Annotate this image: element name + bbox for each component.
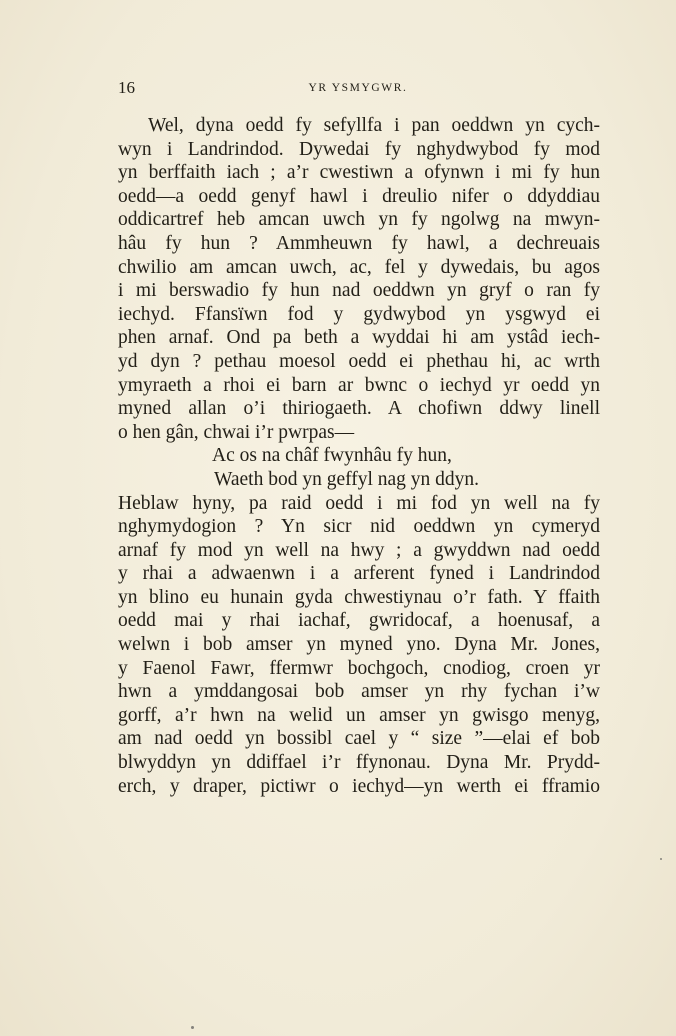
paragraph-1 (118, 114, 600, 444)
running-head: YR YSMYGWR. (308, 82, 408, 94)
text-line: oedd—a oedd genyf hawl i dreulio nifer o ddyddiau (118, 185, 600, 207)
text-line: welwn i bob amser yn myned yno. Dyna Mr. Jones, (118, 634, 600, 656)
text-line: o hen gân, chwai i’r pwrpas— (118, 421, 355, 443)
body-text (118, 114, 600, 798)
text-line: oedd mai y rhai iachaf, gwridocaf, a hoenusaf, a (118, 610, 600, 632)
text-line: hâu fy hun ? Ammheuwn fy hawl, a dechreuais (118, 232, 600, 254)
text-line: yn berffaith iach ; a’r cwestiwn a ofynwn i mi fy hun (118, 162, 600, 184)
text-line: phen arnaf. Ond pa beth a wyddai hi am ystâd iech- (118, 327, 600, 349)
text-line: yd dyn ? pethau moesol oedd ei phethau hi, ac wrth (118, 350, 600, 372)
text-line: am nad oedd yn bossibl cael y “ size ”—elai ef bob (118, 728, 600, 750)
paper-speck (660, 858, 662, 860)
text-line: erch, y draper, pictiwr o iechyd—yn werth ei fframio (118, 775, 600, 797)
paper-speck (191, 1026, 194, 1029)
verse-quotation (118, 444, 600, 491)
text-line: blwyddyn yn ddiffael i’r ffynonau. Dyna Mr. Prydd- (118, 752, 600, 774)
page-number: 16 (118, 78, 135, 97)
paragraph-2 (118, 492, 600, 799)
text-line: gorff, a’r hwn na welid un amser yn gwisgo menyg, (118, 704, 600, 726)
text-line: wyn i Landrindod. Dywedai fy nghydwybod fy mod (118, 138, 600, 160)
text-line: chwilio am amcan uwch, ac, fel y dywedais, bu agos (118, 256, 600, 278)
verse-line: Ac os na châf fwynhâu fy hun, (212, 445, 452, 467)
text-line: Wel, dyna oedd fy sefyllfa i pan oeddwn yn cych- (148, 115, 600, 136)
text-line: y Faenol Fawr, ffermwr bochgoch, cnodiog, croen yr (118, 657, 600, 679)
page-header (118, 78, 598, 102)
text-line: oddicartref heb amcan uwch yn fy ngolwg na mwyn- (118, 209, 600, 231)
text-line: y rhai a adwaenwn i a arferent fyned i Landrindod (118, 563, 600, 585)
text-line: Heblaw hyny, pa raid oedd i mi fod yn well na fy (118, 492, 600, 514)
text-line: arnaf fy mod yn well na hwy ; a gwyddwn nad oedd (118, 539, 600, 561)
verse-line: Waeth bod yn geffyl nag yn ddyn. (214, 468, 480, 490)
text-line: i mi berswadio fy hun nad oeddwn yn gryf o ran fy (118, 280, 600, 302)
text-line: myned allan o’i thiriogaeth. A chofiwn ddwy linell (118, 398, 600, 420)
text-line: nghymydogion ? Yn sicr nid oeddwn yn cymeryd (118, 516, 600, 538)
text-line: hwn a ymddangosai bob amser yn rhy fychan i’w (118, 681, 600, 703)
text-line: iechyd. Ffansïwn fod y gydwybod yn ysgwyd ei (118, 303, 600, 325)
text-line: ymyraeth a rhoi ei barn ar bwnc o iechyd yr oedd yn (118, 374, 600, 396)
text-line: yn blino eu hunain gyda chwestiynau o’r fath. Y ffaith (118, 586, 600, 608)
